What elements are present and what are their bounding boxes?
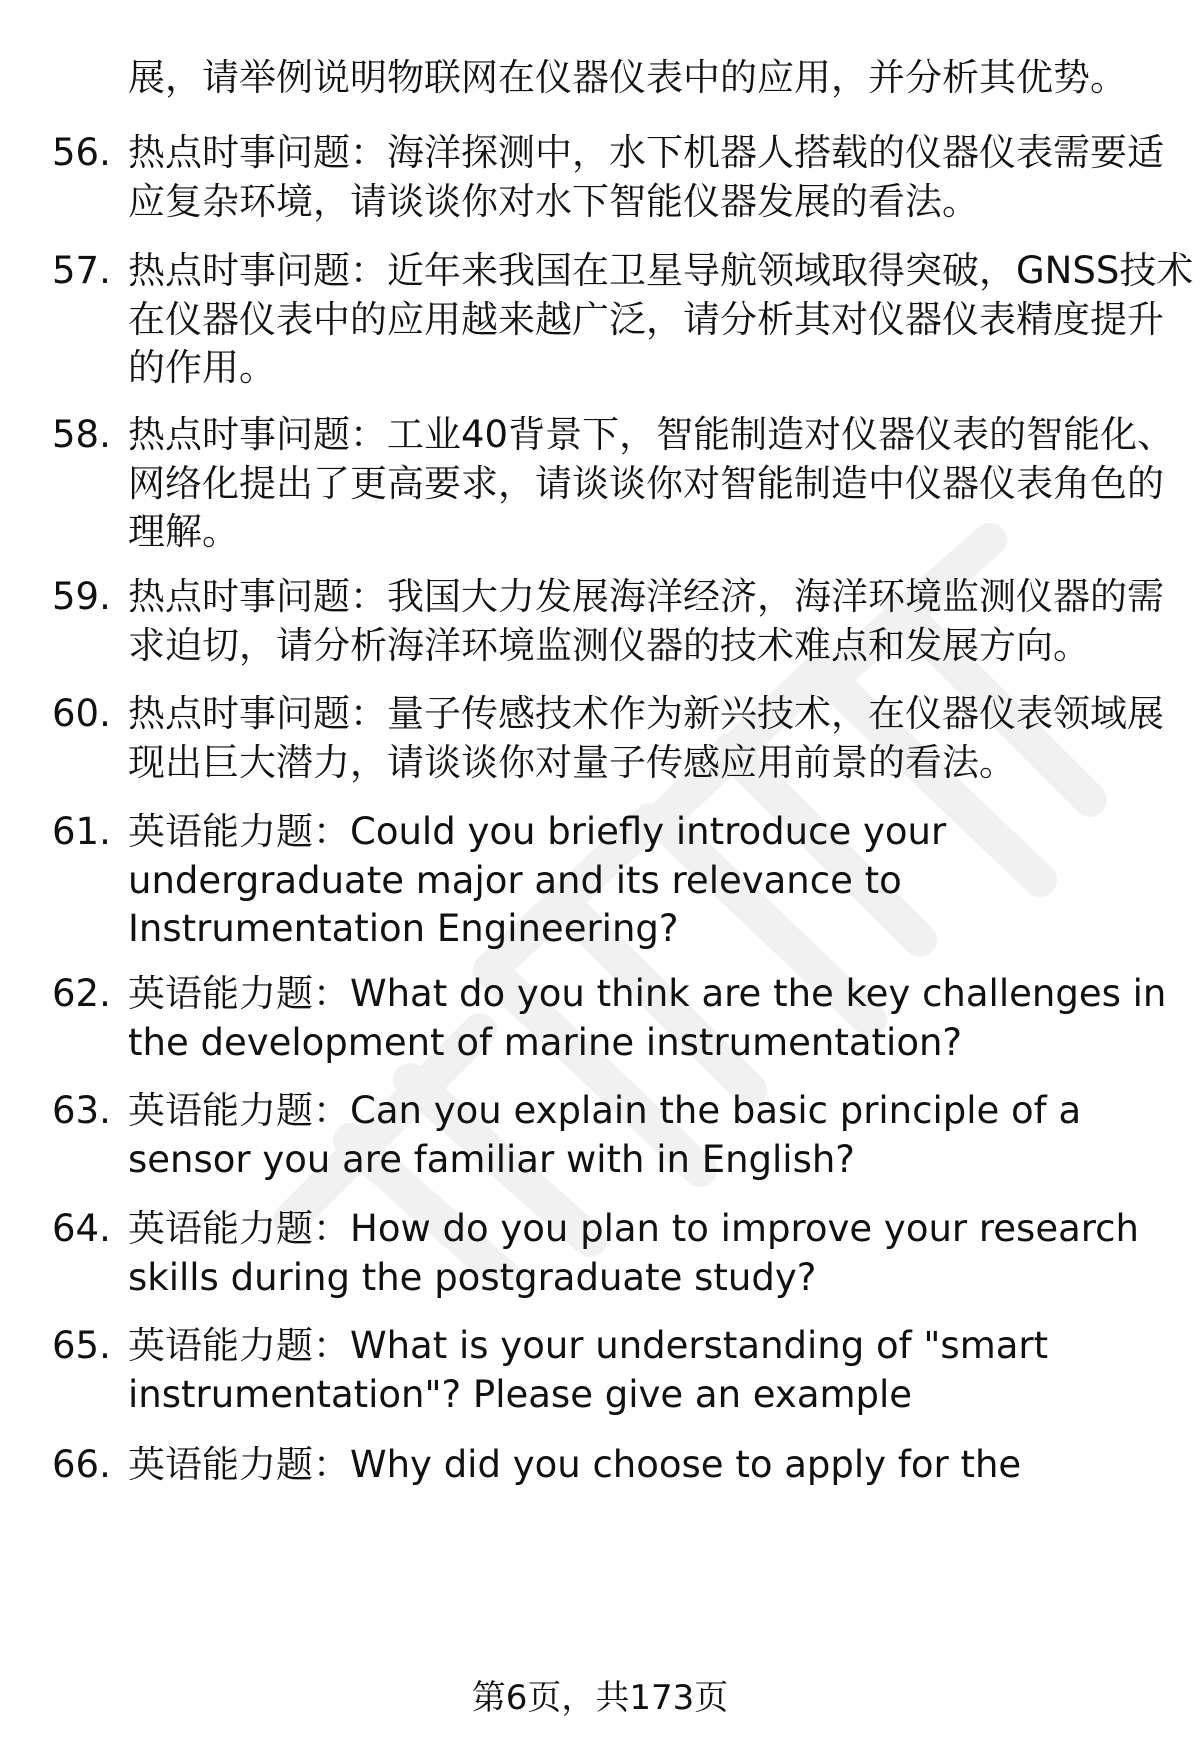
question-text: 英语能力题：What do you think are the key challenges in the development of marine instrumentation? bbox=[128, 972, 1167, 1064]
question-text: 英语能力题：Could you briefly introduce your undergraduate major and its relevance to Instrumentation Engineering? bbox=[128, 810, 947, 950]
question-number: 62. bbox=[52, 972, 111, 1015]
question-text: 热点时事问题：近年来我国在卫星导航领域取得突破，GNSS技术在仪器仪表中的应用越来越广泛，请分析其对仪器仪表精度提升的作用。 bbox=[128, 249, 1194, 389]
question-item-56 bbox=[52, 129, 1164, 226]
question-number: 66. bbox=[52, 1443, 111, 1486]
question-text: 热点时事问题：工业40背景下，智能制造对仪器仪表的智能化、网络化提出了更高要求，请谈谈你对智能制造中仪器仪表角色的理解。 bbox=[128, 413, 1175, 553]
question-number: 56. bbox=[52, 131, 111, 174]
question-number: 57. bbox=[52, 249, 111, 292]
question-number: 63. bbox=[52, 1089, 111, 1132]
question-item-59 bbox=[52, 573, 1164, 670]
continuation-text: 展，请举例说明物联网在仪器仪表中的应用，并分析其优势。 bbox=[128, 56, 1127, 99]
question-number: 60. bbox=[52, 692, 111, 735]
question-number: 61. bbox=[52, 810, 111, 853]
question-item-61 bbox=[52, 808, 1152, 954]
question-item-65 bbox=[52, 1322, 1152, 1419]
question-text: 英语能力题：Can you explain the basic principle of a sensor you are familiar with in English? bbox=[128, 1089, 1082, 1181]
question-item-57 bbox=[52, 247, 1194, 393]
question-text: 热点时事问题：我国大力发展海洋经济，海洋环境监测仪器的需求迫切，请分析海洋环境监测仪器的技术难点和发展方向。 bbox=[128, 575, 1164, 667]
question-item-64 bbox=[52, 1205, 1152, 1302]
question-item-62 bbox=[52, 970, 1167, 1067]
question-number: 59. bbox=[52, 575, 111, 618]
question-text: 热点时事问题：海洋探测中，水下机器人搭载的仪器仪表需要适应复杂环境，请谈谈你对水下智能仪器发展的看法。 bbox=[128, 131, 1164, 223]
question-item-63 bbox=[52, 1087, 1152, 1184]
question-item-66 bbox=[52, 1441, 1152, 1490]
question-number: 58. bbox=[52, 413, 111, 456]
continuation-paragraph bbox=[52, 54, 1152, 103]
question-text: 热点时事问题：量子传感技术作为新兴技术，在仪器仪表领域展现出巨大潜力，请谈谈你对量子传感应用前景的看法。 bbox=[128, 692, 1164, 784]
question-text: 英语能力题：What is your understanding of "smart instrumentation"? Please give an example bbox=[128, 1324, 1049, 1416]
question-item-60 bbox=[52, 690, 1164, 787]
question-number: 64. bbox=[52, 1207, 111, 1250]
question-text: 英语能力题：How do you plan to improve your research skills during the postgraduate study? bbox=[128, 1207, 1139, 1299]
question-number: 65. bbox=[52, 1324, 111, 1367]
question-text: 英语能力题：Why did you choose to apply for the bbox=[128, 1443, 1022, 1486]
question-item-58 bbox=[52, 411, 1175, 557]
page-number-footer: 第6页，共173页 bbox=[471, 1678, 729, 1718]
